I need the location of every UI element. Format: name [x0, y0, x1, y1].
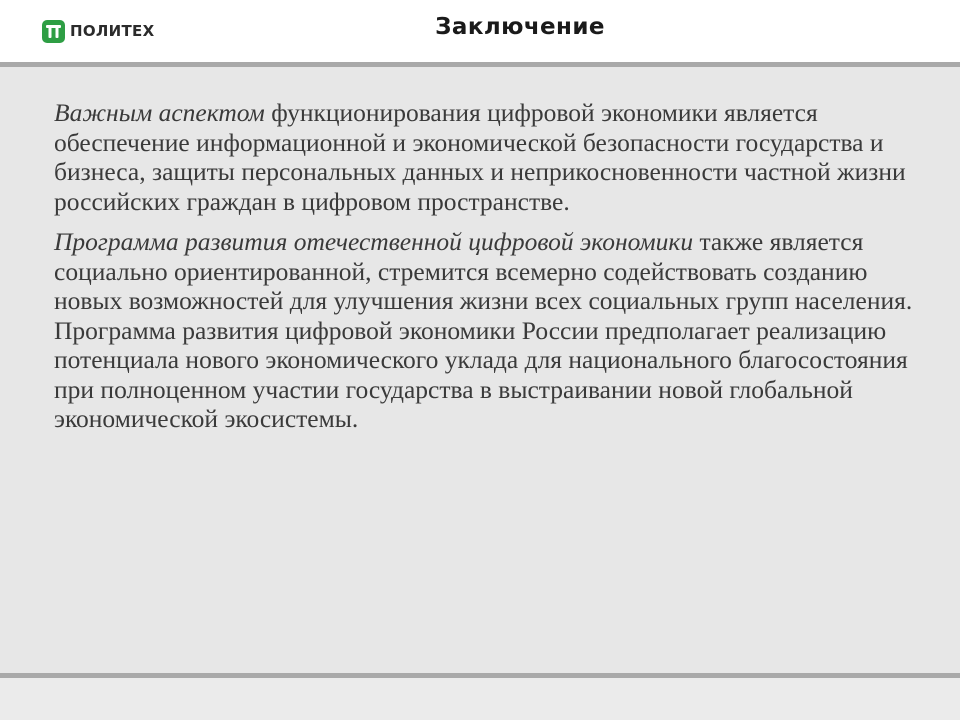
paragraph-2-body: также является социально ориентированной, стремится всемерно содействовать созданию новых возможностей для улучшения жизни всех социальных групп населения. Программа развития цифровой экономики России предполагает реализацию потенциала нового экономического уклада для национального благосостояния при полноценном участии государства в выстраивании новой глобальной экономической экосистемы. [54, 227, 913, 433]
paragraph-1-body: функционирования цифровой экономики является обеспечение информационной и экономической безопасности государства и бизнеса, защиты персональных данных и неприкосновенности частной жизни российских граждан в цифровом пространстве. [54, 98, 906, 216]
paragraph-2-emphasis: Программа развития отечественной цифровой экономики [54, 227, 694, 256]
paragraph-1 [54, 98, 914, 216]
slide-title: Заключение [435, 14, 605, 40]
logo-text: ПОЛИТЕХ [70, 22, 155, 40]
paragraph-1-emphasis: Важным аспектом [54, 98, 265, 127]
slide-header [0, 0, 960, 62]
conclusion-text [54, 98, 914, 445]
slide-footer [0, 678, 960, 720]
paragraph-2 [54, 227, 914, 434]
